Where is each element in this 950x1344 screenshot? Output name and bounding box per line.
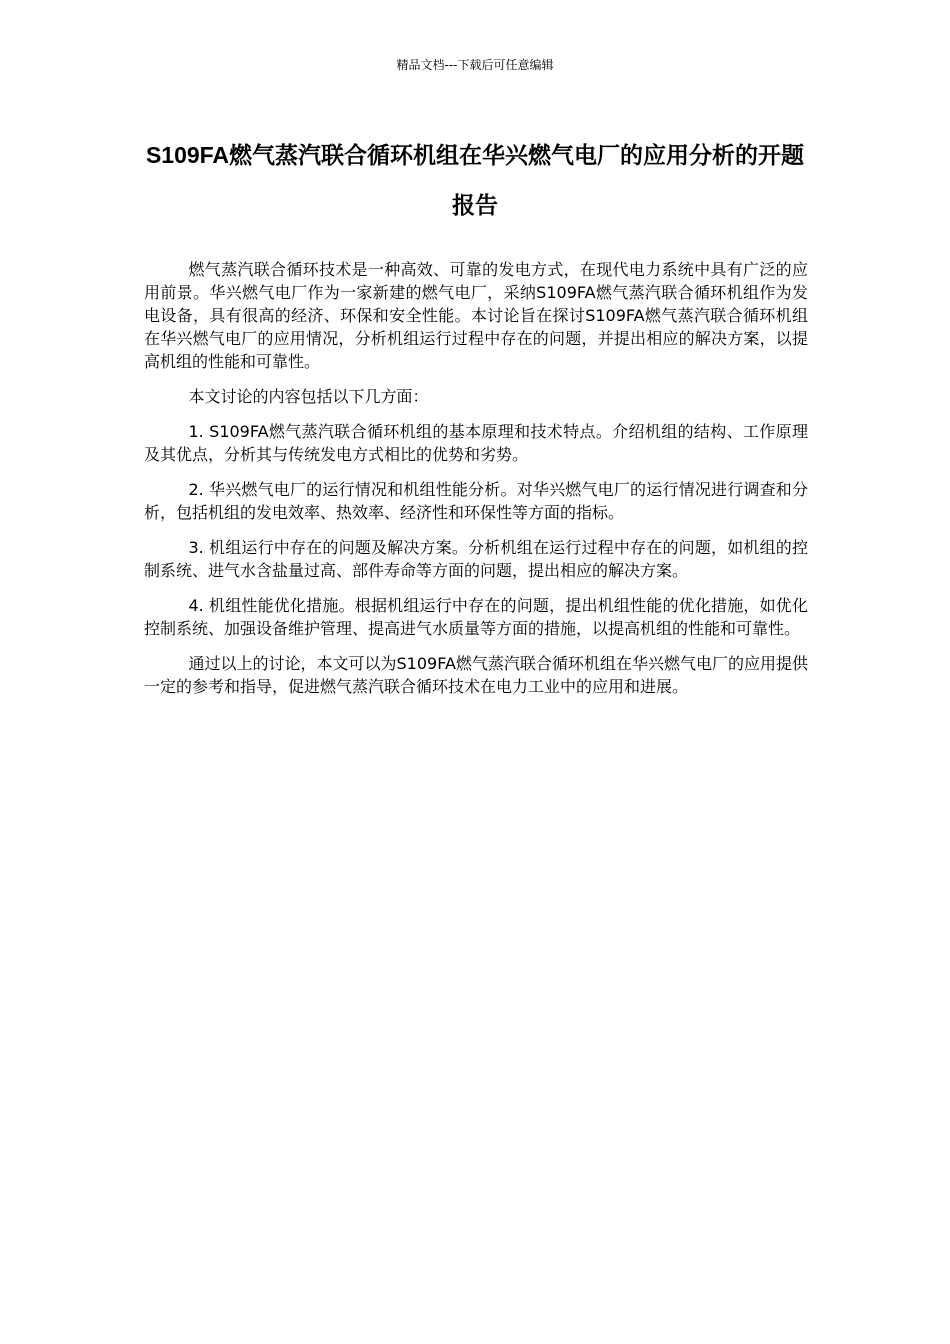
document-title: S109FA燃气蒸汽联合循环机组在华兴燃气电厂的应用分析的开题报告 — [145, 142, 805, 218]
paragraph-scope: 本文讨论的内容包括以下几方面： — [188, 387, 429, 406]
paragraph-conclusion: 通过以上的讨论，本文可以为S109FA燃气蒸汽联合循环机组在华兴燃气电厂的应用提供一定的参考和指导，促进燃气蒸汽联合循环技术在电力工业中的应用和进展。 — [144, 654, 808, 696]
paragraph-item-4: 4. 机组性能优化措施。根据机组运行中存在的问题，提出机组性能的优化措施，如优化控制系统、加强设备维护管理、提高进气水质量等方面的措施，以提高机组的性能和可靠性。 — [144, 596, 808, 638]
paragraph-intro: 燃气蒸汽联合循环技术是一种高效、可靠的发电方式，在现代电力系统中具有广泛的应用前景。华兴燃气电厂作为一家新建的燃气电厂，采纳S109FA燃气蒸汽联合循环机组作为发电设备，具有很高的经济、环保和安全性能。本讨论旨在探讨S109FA燃气蒸汽联合循环机组在华兴燃气电厂的应用情况，分析机组运行过程中存在的问题，并提出相应的解决方案，以提高机组的性能和可靠性。 — [144, 260, 808, 371]
paragraph-item-3: 3. 机组运行中存在的问题及解决方案。分析机组在运行过程中存在的问题，如机组的控制系统、进气水含盐量过高、部件寿命等方面的问题，提出相应的解决方案。 — [144, 538, 808, 580]
paragraph-item-1: 1. S109FA燃气蒸汽联合循环机组的基本原理和技术特点。介绍机组的结构、工作原理及其优点，分析其与传统发电方式相比的优势和劣势。 — [144, 422, 808, 464]
paragraph-item-2: 2. 华兴燃气电厂的运行情况和机组性能分析。对华兴燃气电厂的运行情况进行调查和分析，包括机组的发电效率、热效率、经济性和环保性等方面的指标。 — [144, 480, 808, 522]
document-body — [144, 258, 808, 710]
header-note: 精品文档---下载后可任意编辑 — [396, 58, 554, 72]
